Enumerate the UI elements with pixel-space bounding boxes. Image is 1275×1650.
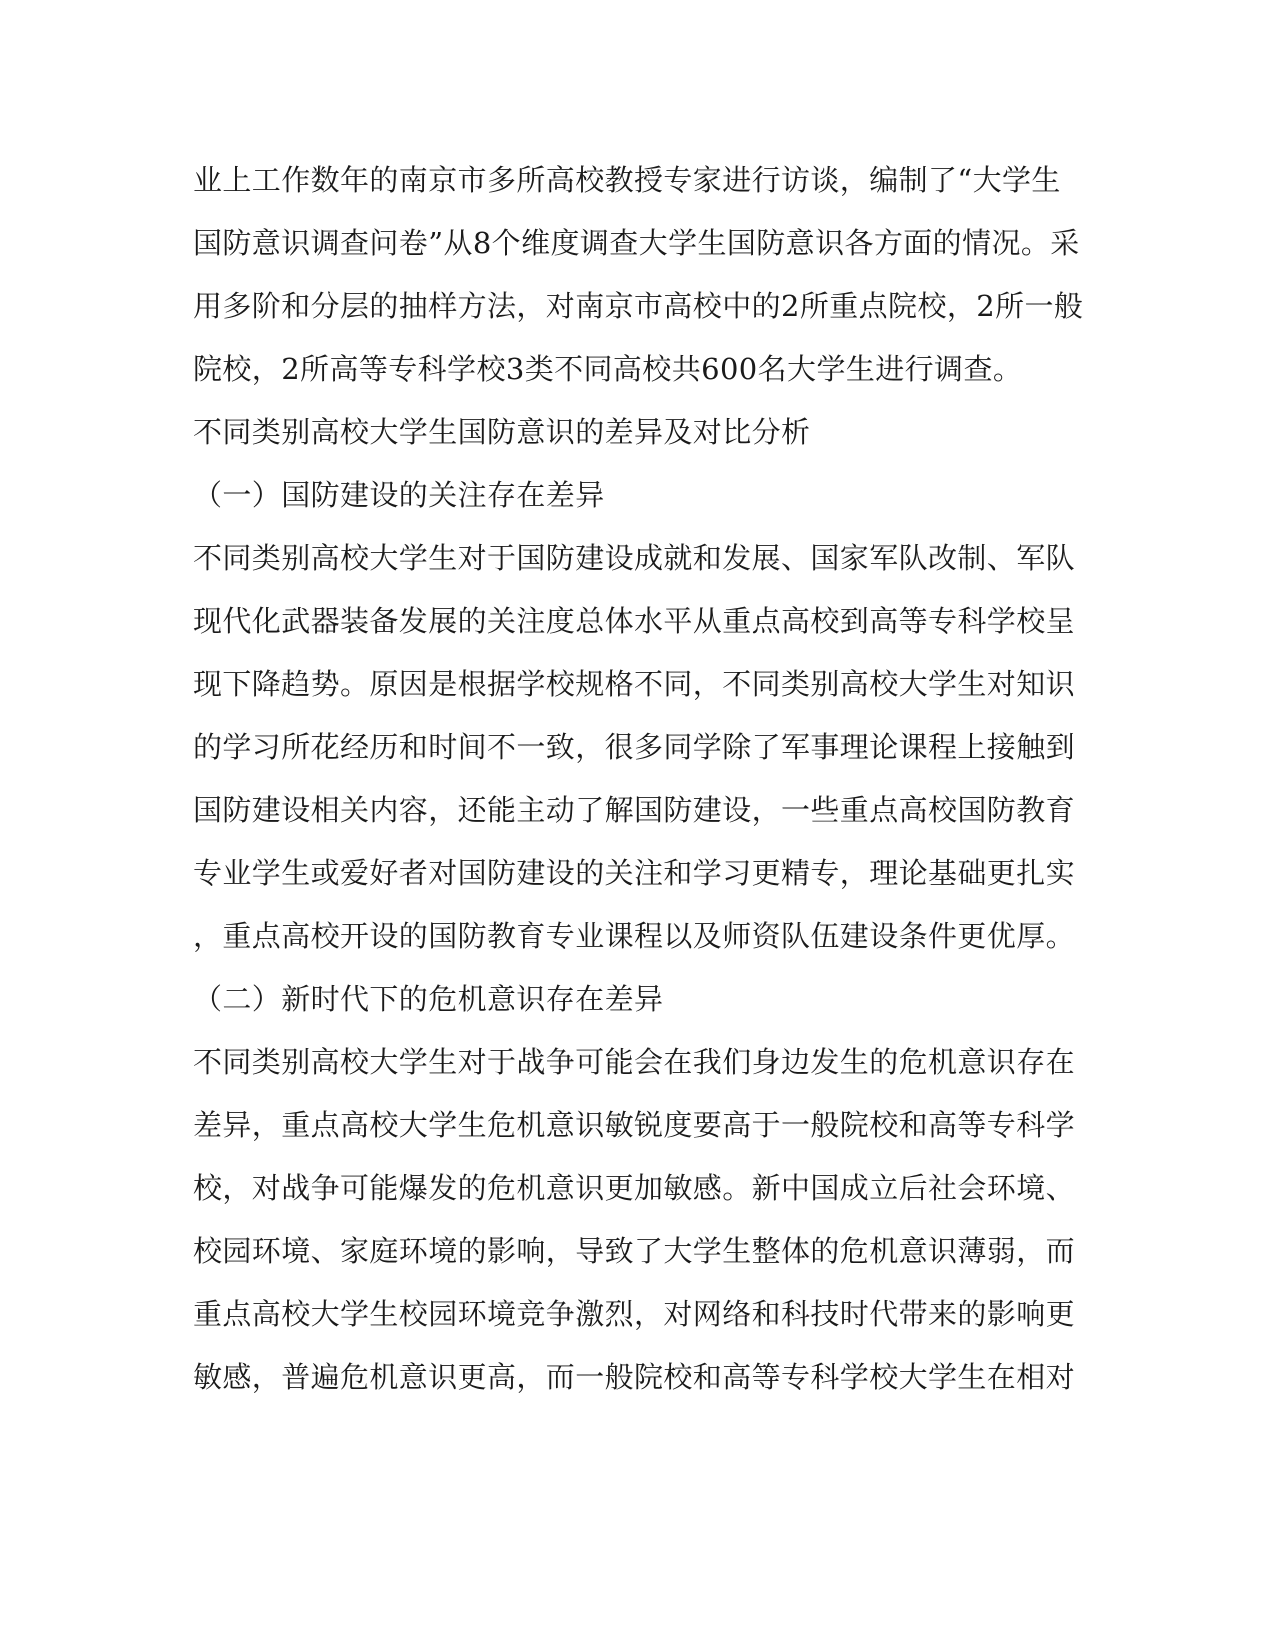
text-line: 国防意识调查问卷”从8个维度调查大学生国防意识各方面的情况。采 xyxy=(193,226,1080,260)
subsection-heading-2: （二）新时代下的危机意识存在差异 xyxy=(193,982,664,1016)
text-line: 业上工作数年的南京市多所高校教授专家进行访谈，编制了“大学生 xyxy=(193,163,1061,197)
text-line: 用多阶和分层的抽样方法，对南京市高校中的2所重点院校，2所一般 xyxy=(193,289,1084,323)
text-line: 重点高校大学生校园环境竞争激烈，对网络和科技时代带来的影响更 xyxy=(193,1297,1076,1331)
text-line: ，重点高校开设的国防教育专业课程以及师资队伍建设条件更优厚。 xyxy=(193,919,1076,953)
section-heading: 不同类别高校大学生国防意识的差异及对比分析 xyxy=(193,415,811,449)
text-line: 不同类别高校大学生对于战争可能会在我们身边发生的危机意识存在 xyxy=(193,1045,1076,1079)
subsection-heading-1: （一）国防建设的关注存在差异 xyxy=(193,478,605,512)
text-line: 专业学生或爱好者对国防建设的关注和学习更精专，理论基础更扎实 xyxy=(193,856,1076,890)
text-line: 校，对战争可能爆发的危机意识更加敏感。新中国成立后社会环境、 xyxy=(193,1171,1076,1205)
text-line: 的学习所花经历和时间不一致，很多同学除了军事理论课程上接触到 xyxy=(193,730,1076,764)
text-line: 国防建设相关内容，还能主动了解国防建设，一些重点高校国防教育 xyxy=(193,793,1076,827)
text-line: 差异，重点高校大学生危机意识敏锐度要高于一般院校和高等专科学 xyxy=(193,1108,1076,1142)
text-line: 现代化武器装备发展的关注度总体水平从重点高校到高等专科学校呈 xyxy=(193,604,1076,638)
text-line: 不同类别高校大学生对于国防建设成就和发展、国家军队改制、军队 xyxy=(193,541,1076,575)
text-line: 院校，2所高等专科学校3类不同高校共600名大学生进行调查。 xyxy=(193,352,1023,386)
body-text xyxy=(193,162,1093,1422)
text-line: 校园环境、家庭环境的影响，导致了大学生整体的危机意识薄弱，而 xyxy=(193,1234,1076,1268)
text-line: 现下降趋势。原因是根据学校规格不同，不同类别高校大学生对知识 xyxy=(193,667,1076,701)
text-line: 敏感，普遍危机意识更高，而一般院校和高等专科学校大学生在相对 xyxy=(193,1360,1076,1394)
